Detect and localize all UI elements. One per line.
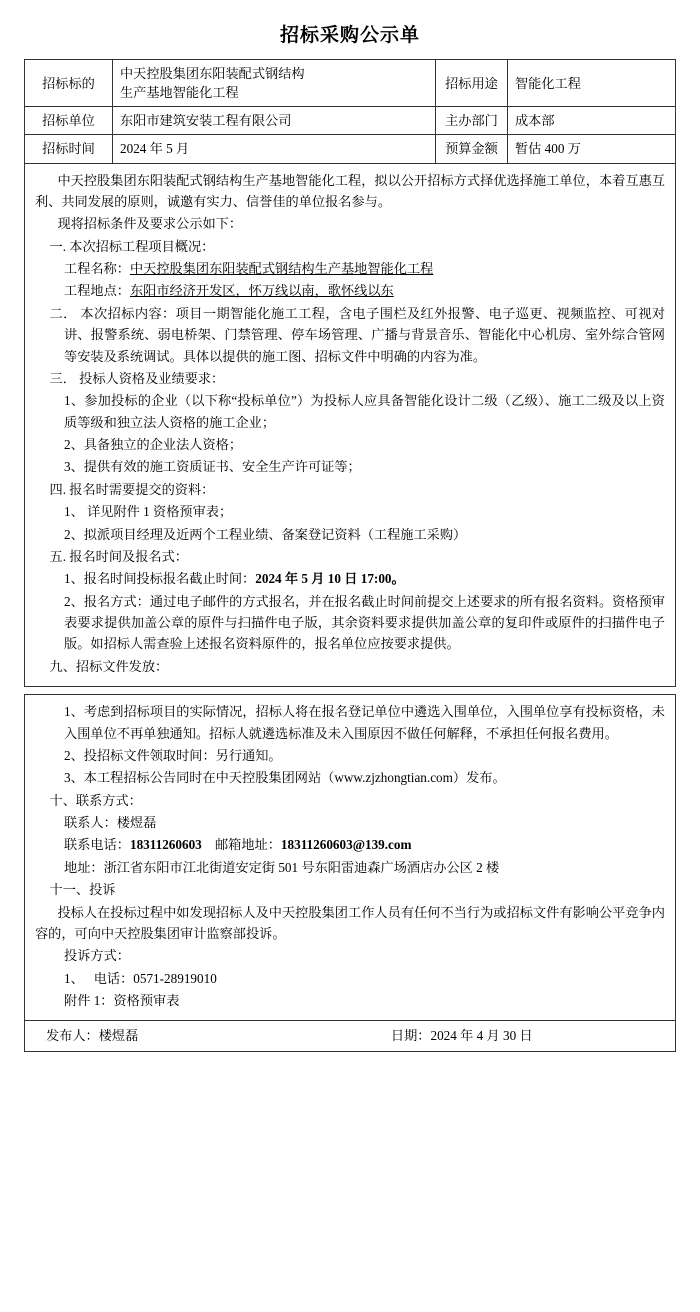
contact-phone-label: 联系电话： <box>64 837 130 853</box>
contact-address-label: 地址： <box>64 859 104 875</box>
value-bid-subject <box>113 60 436 107</box>
part2-item-3: 3、本工程招标公告同时在中天控股集团网站（www.zjzhongtian.com）发布。 <box>64 770 506 786</box>
label-bid-time: 招标时间 <box>25 135 113 163</box>
table-row <box>25 107 676 135</box>
contact-email-label: 邮箱地址： <box>214 837 281 853</box>
contact-person-label: 联系人： <box>64 815 117 831</box>
footer-date <box>331 1025 668 1046</box>
value-bid-subject-line2: 生产基地智能化工程 <box>120 85 239 101</box>
table-row <box>25 135 676 163</box>
complaint-phone-value: 0571-28919010 <box>133 970 217 986</box>
project-name-label: 工程名称： <box>64 261 130 277</box>
contact-person-line <box>35 812 665 833</box>
value-bid-time: 2024 年 5 月 <box>113 135 436 163</box>
section-5-item-1 <box>35 568 665 589</box>
value-bid-subject-line1: 中天控股集团东阳装配式钢结构 <box>120 66 305 81</box>
intro-paragraph-2: 现将招标条件及要求公示如下： <box>57 216 243 232</box>
value-budget: 暂估 400 万 <box>508 135 676 163</box>
project-address-label: 工程地点： <box>64 283 130 299</box>
section-4-title: 四. 报名时需要提交的资料： <box>49 481 215 497</box>
contact-phone-value: 18311260603 <box>129 837 202 853</box>
table-row-body <box>25 163 676 687</box>
section-3-item-3: 3、提供有效的施工资质证书、安全生产许可证等； <box>64 459 361 475</box>
table-row <box>25 60 676 107</box>
complaint-item-1 <box>35 968 665 989</box>
value-bid-purpose: 智能化工程 <box>508 60 676 107</box>
section-1-title: 一. 本次招标工程项目概况： <box>49 238 215 254</box>
complaint-phone-label: 电话： <box>93 970 134 986</box>
contact-email-value: 18311260603@139.com <box>280 837 412 853</box>
label-bid-unit: 招标单位 <box>25 107 113 135</box>
contact-person-value: 楼煜磊 <box>116 815 157 831</box>
announcement-body-part2 <box>25 695 676 1021</box>
attachment-line: 附件 1：资格预审表 <box>64 993 180 1009</box>
publisher-label: 发布人： <box>46 1028 99 1044</box>
footer-content <box>32 1025 668 1046</box>
contact-address-value: 浙江省东阳市江北街道安定街 501 号东阳雷迪森广场酒店办公区 2 楼 <box>103 859 500 875</box>
section-3-item-2: 2、具备独立的企业法人资格； <box>64 437 243 453</box>
project-name-line <box>35 258 665 279</box>
part2-item-1: 1、考虑到招标项目的实际情况，招标人将在报名登记单位中遴选入围单位，入围单位享有投标资格，未入围单位不再单独通知。招标人就遴选标准及未入围原因不做任何解释，不承担任何报名费用。 <box>64 704 665 741</box>
publisher-value: 楼煜磊 <box>98 1028 139 1044</box>
date-value: 2024 年 4 月 30 日 <box>430 1028 533 1044</box>
footer-publisher <box>32 1025 331 1046</box>
part2-item-2: 2、投招标文件领取时间：另行通知。 <box>64 747 282 763</box>
footer-row <box>25 1021 676 1051</box>
complaint-method-title: 投诉方式： <box>64 948 130 964</box>
contact-address-line <box>35 857 665 878</box>
value-host-dept: 成本部 <box>508 107 676 135</box>
info-table <box>24 59 676 687</box>
contact-phone-line <box>35 834 665 855</box>
section-2-text: 项目一期智能化施工工程，含电子围栏及红外报警、电子巡更、视频监控、可视对讲、报警系统、弱电桥架、门禁管理、停车场管理、广播与背景音乐、智能化中心机房、室外综合管网等安装及系统调试。具体以提供的施工图、招标文件中明确的内容为准。 <box>64 305 666 364</box>
deadline-label: 1、报名时间投标报名截止时间： <box>64 571 256 587</box>
table-row-body2 <box>25 695 676 1021</box>
section-5-title: 五. 报名时间及报名式： <box>49 548 188 564</box>
complaint-item-number: 1、 <box>64 970 84 986</box>
section-4-item-2: 2、拟派项目经理及近两个工程业绩、备案登记资料（工程施工采购） <box>64 526 467 542</box>
footer-cell <box>25 1021 676 1051</box>
section-4-item-1: 1、 详见附件 1 资格预审表； <box>64 504 233 520</box>
project-address-value: 东阳市经济开发区，怀万线以南，歌怀线以东 <box>129 283 394 299</box>
section-11-text: 投标人在投标过程中如发现招标人及中天控股集团工作人员有任何不当行为或招标文件有影响公平竞争内容的，可向中天控股集团审计监察部投诉。 <box>35 904 665 941</box>
section-9-title: 九、招标文件发放： <box>49 658 169 674</box>
project-address-line <box>35 280 665 301</box>
page-title: 招标采购公示单 <box>279 25 420 46</box>
section-2-title: 二． 本次招标内容： <box>49 305 176 321</box>
label-bid-subject: 招标标的 <box>25 60 113 107</box>
section-3-item-1: 1、参加投标的企业（以下称“投标单位”）为投标人应具备智能化设计二级（乙级）、施工二级及以上资质等级和独立法人资格的施工企业； <box>64 393 665 430</box>
intro-paragraph-1: 中天控股集团东阳装配式钢结构生产基地智能化工程，拟以公开招标方式择优选择施工单位，本着互惠互利、共同发展的原则，诚邀有实力、信誉佳的单位报名参与。 <box>35 172 665 209</box>
label-bid-purpose: 招标用途 <box>436 60 508 107</box>
announcement-body-part1 <box>25 163 676 687</box>
section-5-item-2: 2、报名方式：通过电子邮件的方式报名，并在报名截止时间前提交上述要求的所有报名资料。资格预审表要求提供加盖公章的原件与扫描件电子版，其余资料要求提供加盖公章的复印件或原件的扫描件电子版。如招标人需查验上述报名资料原件的，报名单位应按要求提供。 <box>64 593 665 652</box>
section-2 <box>35 303 665 367</box>
date-label: 日期： <box>390 1028 431 1044</box>
project-name-value: 中天控股集团东阳装配式钢结构生产基地智能化工程 <box>129 261 434 277</box>
label-host-dept: 主办部门 <box>436 107 508 135</box>
value-bid-unit: 东阳市建筑安装工程有限公司 <box>113 107 436 135</box>
announcement-body-part2-table <box>24 694 676 1052</box>
deadline-value: 2024 年 5 月 10 日 17:00。 <box>255 571 405 587</box>
section-11-title: 十一、投诉 <box>49 882 116 898</box>
section-3-title: 三． 投标人资格及业绩要求： <box>49 370 225 386</box>
label-budget: 预算金额 <box>436 135 508 163</box>
section-10-title: 十、联系方式： <box>49 792 142 808</box>
